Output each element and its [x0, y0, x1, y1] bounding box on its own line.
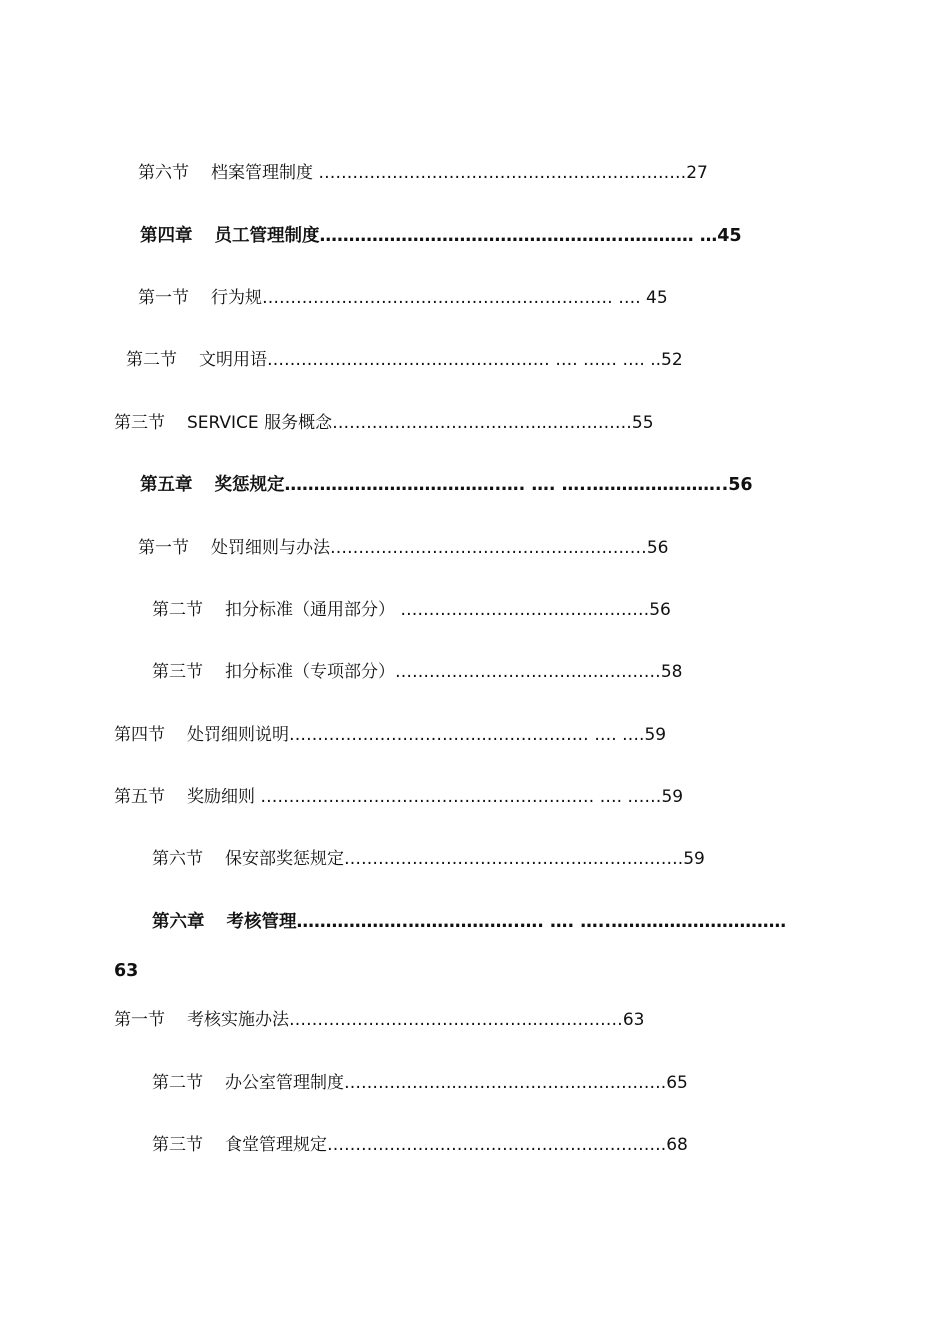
toc-entry-label: 第六章: [152, 912, 205, 932]
toc-entry-label: 第六节: [138, 163, 189, 183]
toc-entry-title: 食堂管理规定: [225, 1135, 327, 1155]
toc-entry-leader: ……………………………………..……………: [289, 1010, 623, 1030]
toc-entry-page: 59: [644, 725, 667, 745]
toc-entry-leader: …………………………………………….………… …: [319, 226, 718, 246]
toc-entry-page: 63: [622, 1010, 645, 1030]
toc-entry-page: 27: [686, 163, 708, 183]
toc-entry-title: 保安部奖惩规定: [225, 849, 344, 869]
toc-entry-leader: ……………….……………….…. …. …..…………………………: [296, 912, 787, 932]
toc-chapter-entry[interactable]: [140, 225, 742, 247]
toc-entry-title: 扣分标准（通用部分）: [225, 600, 395, 620]
toc-entry-label: 第二节: [152, 1073, 203, 1093]
toc-entry-page: 45: [717, 226, 742, 246]
toc-entry-label: 第二节: [152, 600, 203, 620]
toc-entry[interactable]: [114, 412, 654, 434]
toc-chapter-entry[interactable]: [140, 474, 753, 496]
toc-entry[interactable]: [126, 349, 683, 371]
toc-chapter-entry[interactable]: [152, 911, 786, 933]
toc-entry-leader: ……………………………………..…………….: [344, 849, 684, 869]
toc-entry-page: 56: [728, 475, 753, 495]
toc-entry-title: 扣分标准（专项部分）: [225, 662, 395, 682]
toc-entry-leader: …………………………………..……………… …. ……: [255, 787, 662, 807]
toc-entry[interactable]: [114, 724, 666, 746]
toc-entry-label: 第一节: [138, 288, 189, 308]
toc-entry-page: 65: [666, 1073, 688, 1093]
toc-entry-label: 第三节: [152, 662, 203, 682]
toc-entry-leader: ………………..……………………………….: [344, 1073, 667, 1093]
toc-entry-label: 第五节: [114, 787, 165, 807]
toc-entry-leader: ……………………………………..…………: [330, 538, 647, 558]
toc-entry[interactable]: [152, 848, 705, 870]
toc-entry-page: 58: [660, 662, 683, 682]
toc-entry-title: 考核管理: [226, 912, 297, 932]
toc-entry-label: 第三节: [114, 413, 165, 433]
toc-entry-page: 56: [649, 600, 671, 620]
toc-entry-page: 59: [683, 849, 705, 869]
toc-entry-title: 行为规: [211, 288, 262, 308]
toc-entry-page-wrapped: 63: [114, 961, 139, 981]
toc-entry-label: 第一节: [114, 1010, 165, 1030]
toc-entry-leader: ……………………………..………: [395, 600, 650, 620]
toc-entry-leader: …………………………………………..……………: [313, 163, 687, 183]
toc-entry[interactable]: [152, 661, 682, 683]
toc-entry-title: 奖励细则: [187, 787, 255, 807]
toc-entry-page: 45: [640, 288, 668, 308]
toc-entry-page: 52: [661, 350, 683, 370]
toc-entry-title: 办公室管理制度: [225, 1073, 344, 1093]
toc-entry-label: 第一节: [138, 538, 189, 558]
toc-entry-leader: ……………………………..…………: [395, 662, 661, 682]
toc-entry-label: 第二节: [126, 350, 177, 370]
toc-entry-page: 56: [646, 538, 669, 558]
toc-entry-label: 第四节: [114, 725, 165, 745]
toc-entry[interactable]: [114, 1009, 644, 1031]
toc-entry-title: 员工管理制度: [214, 226, 320, 246]
toc-entry-title: 处罚细则与办法: [211, 538, 330, 558]
toc-entry-title: 档案管理制度: [211, 163, 313, 183]
toc-entry-page: 68: [666, 1135, 688, 1155]
toc-entry-page: 59: [661, 787, 684, 807]
toc-entry[interactable]: [138, 537, 668, 559]
toc-entry-leader: ……………………………..……………… …. ….: [289, 725, 645, 745]
toc-entry[interactable]: [152, 1134, 688, 1156]
toc-entry-title: 奖惩规定: [214, 475, 285, 495]
toc-entry-title: 文明用语: [199, 350, 267, 370]
toc-entry-leader: …………………………..……………… …. …… …. ..: [267, 350, 662, 370]
toc-entry-label: 第五章: [140, 475, 193, 495]
toc-entry-leader: ……………………………………..……………… ….: [262, 288, 641, 308]
toc-entry-page: 55: [631, 413, 654, 433]
toc-entry-label: 第三节: [152, 1135, 203, 1155]
toc-entry-title: 考核实施办法: [187, 1010, 289, 1030]
toc-entry-title: SERVICE 服务概念: [187, 413, 333, 433]
toc-entry[interactable]: [114, 786, 683, 808]
toc-entry[interactable]: [152, 599, 671, 621]
toc-entry-title: 处罚细则说明: [187, 725, 289, 745]
toc-entry-label: 第四章: [140, 226, 193, 246]
toc-entry-leader: ………………………………..……………: [332, 413, 632, 433]
toc-entry-leader: ………………..………………………………….: [327, 1135, 667, 1155]
toc-entry[interactable]: [138, 287, 668, 309]
toc-entry-leader: ……………………………….…. …. …..…………………..: [284, 475, 729, 495]
toc-entry-label: 第六节: [152, 849, 203, 869]
toc-entry[interactable]: [152, 1072, 688, 1094]
toc-entry[interactable]: [138, 162, 708, 184]
